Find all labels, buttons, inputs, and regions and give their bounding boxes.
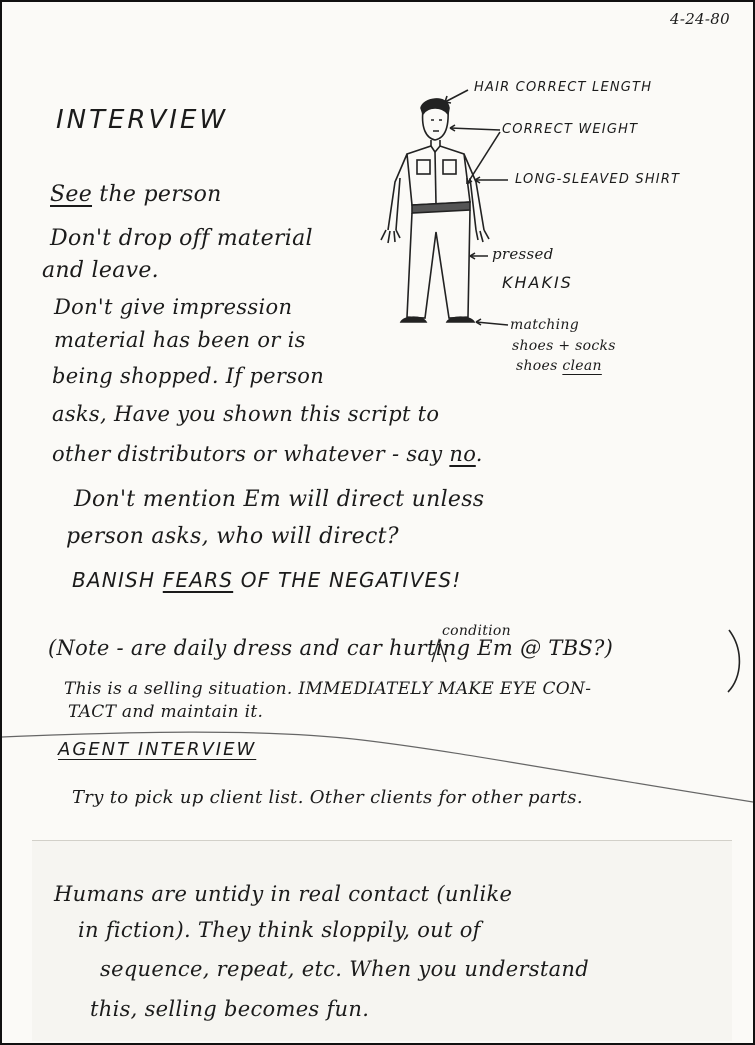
date-label: 4-24-80 (670, 10, 730, 28)
note-line-2: and leave. (42, 258, 159, 283)
note-line-7-pre: other distributors or whatever - say (52, 442, 450, 466)
note-parenthetical: (Note - are daily dress and car hurting Em @ TBS?) (48, 636, 614, 660)
note-line-6: asks, Have you shown this script to (52, 402, 440, 426)
callout-shoes-2: shoes + socks (512, 338, 616, 354)
note-line-4: material has been or is (54, 328, 306, 352)
note-see-underlined: See (50, 182, 93, 207)
callout-hair: HAIR CORRECT LENGTH (474, 80, 653, 95)
callout-shirt: LONG-SLEAVED SHIRT (515, 172, 681, 187)
note-see-rest: the person (92, 182, 222, 207)
note-see (50, 182, 222, 207)
slip-line-3 (100, 957, 589, 981)
note-line-8: Don't mention Em will direct unless (74, 487, 485, 512)
man-figure (381, 90, 508, 325)
page-title: INTERVIEW (56, 105, 229, 135)
banish-line (72, 568, 461, 592)
agent-interview-title: AGENT INTERVIEW (58, 739, 257, 760)
note-line-7-post: . (475, 442, 483, 466)
slip-line-2: in fiction). They think sloppily, out of (78, 918, 481, 942)
slip-line-1: Humans are untidy in real contact (unlike (54, 882, 513, 906)
banish-post: OF THE NEGATIVES! (233, 568, 462, 592)
selling-line-1: This is a selling situation. IMMEDIATELY MAKE EYE CON- (64, 679, 592, 699)
callout-pressed: pressed (492, 245, 554, 263)
callout-shoes-clean: clean (562, 358, 602, 374)
note-line-9: person asks, who will direct? (66, 524, 399, 549)
slip-line-4: this, selling becomes fun. (90, 997, 370, 1021)
note-line-7 (52, 442, 483, 466)
banish-fears: FEARS (162, 568, 234, 592)
callout-khakis: KHAKIS (502, 273, 573, 292)
note-line-3: Don't give impression (54, 295, 293, 319)
banish-pre: BANISH (72, 568, 163, 592)
callout-weight: CORRECT WEIGHT (502, 122, 639, 137)
selling-line-2: TACT and maintain it. (68, 702, 264, 722)
note-condition: condition (442, 623, 511, 639)
closing-paren (728, 630, 739, 692)
note-line-5: being shopped. If person (52, 364, 325, 388)
note-line-1: Don't drop off material (50, 226, 313, 251)
agent-interview-text: Try to pick up client list. Other clients for other parts. (72, 787, 583, 808)
slip-line-3-text: sequence, repeat, etc. When you understand (100, 957, 589, 981)
callout-shoes-3-pre: shoes (516, 358, 563, 374)
callout-shoes-1: matching (510, 317, 579, 333)
callout-shoes-3 (516, 358, 602, 374)
note-line-7-no: no (449, 442, 476, 466)
